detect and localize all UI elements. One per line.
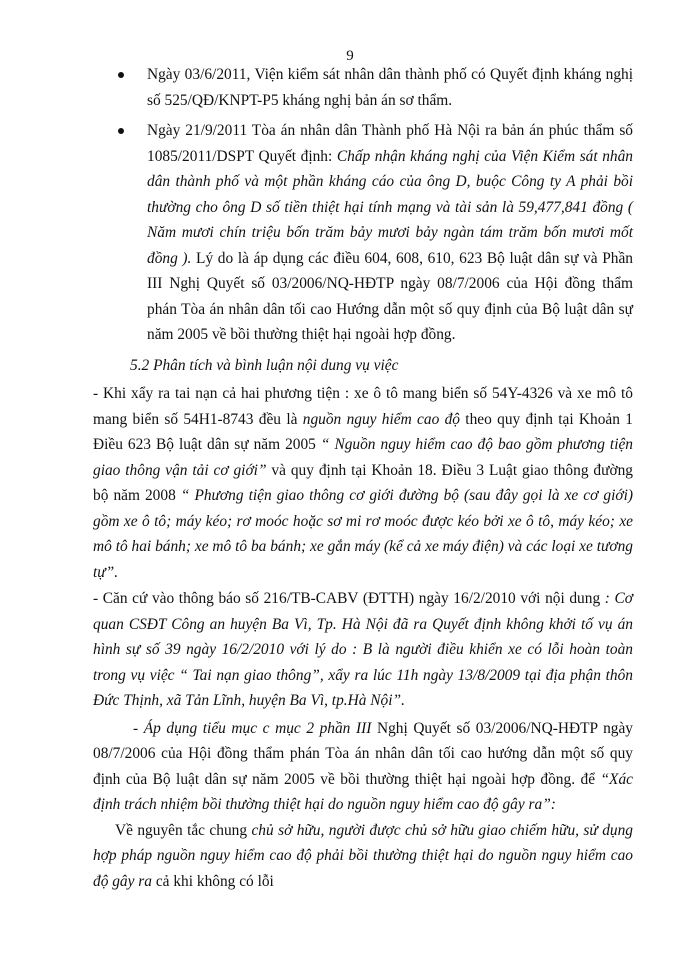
bullet-italic-text: Chấp nhận kháng nghị của Viện Kiểm sát nhân dân thành phố và một phần kháng cáo của ông D, buộc Công ty A phải bồi thường cho ông D số tiền thiệt hại tính mạng và tài sản là 59,477,841 đồng ( Năm mươi chín triệu bốn trăm bảy mươi bảy ngàn tám trăm bốn mươi mốt đồng ). xyxy=(147,147,633,267)
italic-run: chủ sở hữu, người được chủ sở hữu giao chiếm hữu, sử dụng hợp pháp nguồn nguy hiểm cao độ phải bồi thường thiệt hại do nguồn nguy hiểm cao độ gây ra xyxy=(93,821,633,890)
text-run: - Khi xẩy ra tai nạn cả hai phương tiện : xe ô tô mang biển số 54Y-4326 và xe mô tô mang biển số 54H1-8743 đều là xyxy=(93,385,633,428)
bullet-text-continued: Lý do là áp dụng các điều 604, 608, 610, 623 Bộ luật dân sự và Phần III Nghị Quyết số 03/2006/NQ-HĐTP ngày 08/7/2006 của Hội đồng thẩm phán Tòa án nhân dân tối cao Hướng dẫn một số quy định của Bộ luật dân sự năm 2005 về bồi thường thiệt hại ngoài hợp đồng. xyxy=(147,249,633,343)
paragraph-general-principle xyxy=(93,818,633,895)
text-run: cả khi không có lỗi xyxy=(152,872,274,890)
paragraph-resolution-application xyxy=(93,716,633,818)
document-body xyxy=(93,62,633,894)
italic-run: : Cơ quan CSĐT Công an huyện Ba Vì, Tp. Hà Nội đã ra Quyết định không khởi tố vụ án hình sự số 39 ngày 16/2/2010 với lý do : B là người điều khiển xe có lỗi hoàn toàn trong vụ việc “ Tai nạn giao thông”, xẩy ra lúc 11h ngày 13/8/2009 tại địa phận thôn Đức Thịnh, xã Tản Lĩnh, huyện Ba Vì, tp.Hà Nội”. xyxy=(93,590,633,709)
text-run: Về nguyên tắc chung xyxy=(115,821,252,839)
section-heading: 5.2 Phân tích và bình luận nội dung vụ việc xyxy=(130,356,399,374)
text-run: theo quy định tại Khoản 1 Điều 623 Bộ luật dân sự năm 2005 xyxy=(93,410,633,453)
italic-run: “ Phương tiện giao thông cơ giới đường bộ (sau đây gọi là xe cơ giới) gồm xe ô tô; máy kéo; rơ moóc hoặc sơ mi rơ moóc được kéo bởi xe ô tô, máy kéo; xe mô tô hai bánh; xe mô tô ba bánh; xe gắn máy (kể cả xe máy điện) và các loại xe tương tự”. xyxy=(93,487,633,581)
bullet-item-appellate-judgment xyxy=(93,118,633,348)
bullet-text: Ngày 21/9/2011 Tòa án nhân dân Thành phố Hà Nội ra bản án phúc thẩm số 1085/2011/DSPT Quyết định: xyxy=(147,122,633,165)
text-run: và quy định tại Khoản 18. Điều 3 Luật giao thông đường bộ năm 2008 xyxy=(93,461,633,504)
paragraph-hazard-sources xyxy=(93,381,633,585)
italic-run: nguồn nguy hiểm cao độ xyxy=(302,410,460,428)
italic-run: - Áp dụng tiểu mục c mục 2 phần III xyxy=(133,719,372,737)
text-run: Nghị Quyết số 03/2006/NQ-HĐTP ngày 08/7/2006 của Hội đồng thẩm phán Tòa án nhân dân tối cao hướng dẫn một số quy định của Bộ luật dân sự năm 2005 về bồi thường thiệt hại ngoài hợp đồng. để xyxy=(93,719,633,788)
page-number: 9 xyxy=(346,48,354,64)
italic-run: “Xác định trách nhiệm bồi thường thiệt hại do nguồn nguy hiểm cao độ gây ra”: xyxy=(93,770,633,813)
bullet-icon xyxy=(118,72,124,78)
italic-run: “ Nguồn nguy hiểm cao độ bao gồm phương tiện giao thông vận tải cơ giới” xyxy=(93,436,634,479)
text-run: - Căn cứ vào thông báo số 216/TB-CABV (ĐTTH) ngày 16/2/2010 với nội dung xyxy=(93,590,605,607)
bullet-item-appeal-decision xyxy=(93,62,633,113)
bullet-text: Ngày 03/6/2011, Viện kiểm sát nhân dân thành phố có Quyết định kháng nghị số 525/QĐ/KNPT-P5 kháng nghị bản án sơ thẩm. xyxy=(147,66,633,109)
bullet-icon xyxy=(118,128,124,134)
paragraph-police-notice xyxy=(93,586,633,714)
